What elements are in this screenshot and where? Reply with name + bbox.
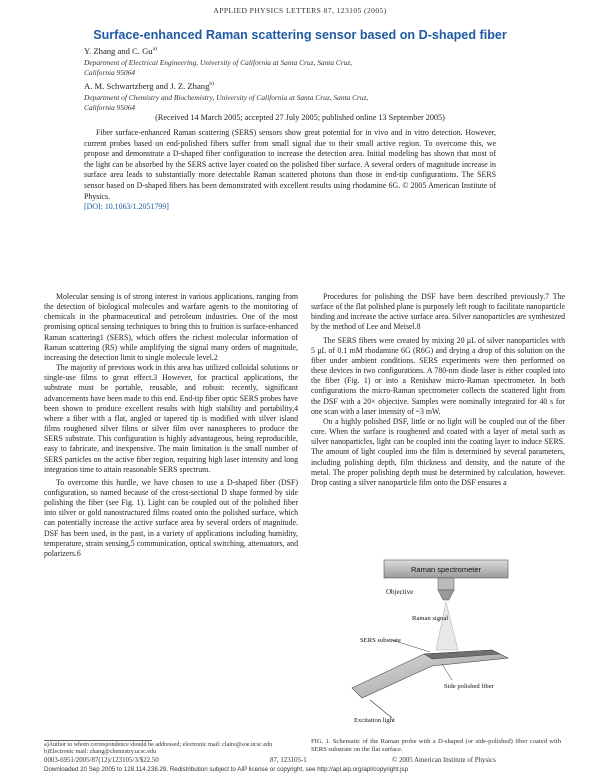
objective-lens [438, 590, 454, 600]
affiliation-2 [84, 93, 514, 112]
affiliation-line: Department of Chemistry and Biochemistry, University of California at Santa Cruz, Santa Cruz, [84, 93, 369, 102]
affiliation-line: California 95064 [84, 102, 136, 112]
issn-line: 0003-6951/2005/87(12)/123105/3/$22.50 [44, 757, 159, 764]
paper-title: Surface-enhanced Raman scattering sensor based on D-shaped fiber [93, 28, 507, 42]
paragraph: To overcome this hurdle, we have chosen to use a D-shaped fiber (DSF) configuration, so named because of the cross-sectional D shape formed by side polishing the fiber (see Fig. 1). Light can be coupled out of the polished fiber into silver or gold nanostructured films coated onto the polished surface, which can potentially increase the active surface area by several orders of magnitude. DSF has been used, in the past, in a variety of applications including humidity, temperature, strain sensing,5 communication, optical switching, attenuators, and polarizers.6 [44, 477, 298, 558]
figure-1-schematic [332, 558, 522, 734]
affiliation-1 [84, 58, 514, 77]
footnotes [44, 742, 284, 757]
copyright-line: © 2005 American Institute of Physics [392, 757, 496, 764]
paragraph: The SERS fibers were created by mixing 20 μL of silver nanoparticles with 5 μL of 0.1 mM rhodamine 6G (R6G) and drying a drop of this solution on the fiber under ambient conditions. SERS experiments were then performed on these devices in two configurations. A 780-nm diode laser is either coupled into the fiber (Fig. 1) or into a Renishaw micro-Raman spectrometer. In both configurations the micro-Raman spectrometer collects the scattered light from the DSF with a 20× objective. Samples were nominally integrated for 40 s for one scan with a laser intensity of ~3 mW. [311, 335, 565, 416]
paragraph: Procedures for polishing the DSF have been described previously.7 The surface of the flat polished plane is purposely left rough to facilitate nanoparticle binding and increase the active surface area. Silver nanoparticles are synthesized by the method of Lee and Meisel.8 [311, 292, 565, 332]
abstract-text: Fiber surface-enhanced Raman scattering (SERS) sensors show great potential for in vivo and in vitro detection. However, current probes based on end-polished fibers suffer from small signal due to their small active region. To overcome this, we propose and demonstrate a D-shaped fiber configuration to increase the detection area. Initial modeling has shown that most of the light can be absorbed by the SERS active layer coated on the polished fiber surface. A several orders of magnitude increase in surface area leads to substantially more detectable Raman scattered photons than those in end-tip configurations. The SERS sensor based on D-shaped fibers has been demonstrated with excellent results using rhodamine 6G. © 2005 American Institute of Physics. [84, 128, 496, 201]
left-column [44, 292, 298, 559]
footnote: b)Electronic mail: zhang@chemistry.ucsc.edu [44, 749, 157, 756]
journal-header: APPLIED PHYSICS LETTERS 87, 123105 (2005) [213, 6, 387, 15]
abstract [84, 128, 496, 213]
side-polished-pointer [442, 664, 452, 680]
paragraph: The majority of previous work in this area has utilized colloidal solutions or single-use films to great effect.3 However, for practical applications, the substrate must be portable, reusable, and robust: recently, significant advancements have been made to this end. End-tip fiber optic SERS probes have been shown to produce excellent results with high stability and portability,4 where a fiber with a flat, angled or tapered tip is modified with silver island films roughened silver films or silver film over nanospheres to produce the SERS substrate. This configuration is highly advantageous, being reproducible, easy to fabricate, and inexpensive. The main limitation is the small number of SERS particles on the active fiber region, requiring high laser intensity and long integration time to attain reasonable SERS spectrum. [44, 363, 298, 474]
sers-pointer [392, 640, 430, 652]
raman-signal-label: Raman signal [412, 615, 449, 622]
author-names: Y. Zhang and C. Gu [84, 46, 153, 56]
figure-caption: FIG. 1. Schematic of the Raman probe with a D-shaped (or side-polished) fiber coated with SERS substrate on the flat surface. [311, 738, 561, 754]
author-group-2 [84, 81, 214, 91]
excitation-label: Excitation light [354, 717, 395, 724]
objective-label: Objective [386, 588, 414, 596]
sers-substrate-label: SERS substrate [360, 637, 401, 644]
raman-signal-cone [436, 602, 458, 650]
author-names: A. M. Schwartzberg and J. Z. Zhang [84, 81, 210, 91]
paragraph: On a highly polished DSF, little or no light will be coupled out of the fiber core. When the surface is roughened and coated with a layer of metal such as silver nanoparticles, light can be coupled into the coating layer to induce SERS. The amount of light coupled into the film is determined by several parameters, including polishing depth, film thickness and density, and the nature of the metal. The proper polishing depth must be determined by calculation, however. Drop casting a silver nanoparticle film onto the DSF ensures a [311, 416, 565, 487]
author-group-1 [84, 46, 157, 56]
footnote: a)Author to whom correspondence should be addressed; electronic mail: claire@soe.ucsc.edu [44, 742, 273, 748]
affiliation-line: California 95064 [84, 67, 136, 77]
received-dates: (Received 14 March 2005; accepted 27 July 2005; published online 13 September 2005) [155, 113, 445, 122]
doi-link[interactable]: [DOI: 10.1063/1.2051799] [84, 202, 169, 212]
spectrometer-label: Raman spectrometer [410, 565, 482, 574]
author-mark: a) [152, 46, 157, 53]
paragraph: Molecular sensing is of strong interest in various applications, ranging from the detection of biological molecules and warfare agents to the monitoring of chemicals in the pharmaceutical and petroleum industries. One of the most promising optical sensing techniques to bring this to fruition is surface-enhanced Raman scattering1 (SERS), which offers the richest molecular information of Raman scattering (RS) while amplifying the signal many orders of magnitude, increasing the detection limit to single molecule level.2 [44, 292, 298, 362]
side-polished-label: Side polished fiber [444, 683, 494, 690]
affiliation-line: Department of Electrical Engineering, University of California at Santa Cruz, Santa Cruz, [84, 58, 353, 67]
objective-body [438, 578, 454, 590]
footnote-rule [44, 740, 152, 741]
author-mark: b) [209, 81, 214, 88]
right-column [311, 292, 565, 488]
page-number: 87, 123105-1 [270, 757, 307, 764]
download-notice: Downloaded 20 Sep 2005 to 128.114.238.29. Redistribution subject to AIP license or copyright, see http://apl.aip.org/apl/copyright.jsp [44, 766, 409, 773]
excitation-arrow [370, 700, 392, 718]
